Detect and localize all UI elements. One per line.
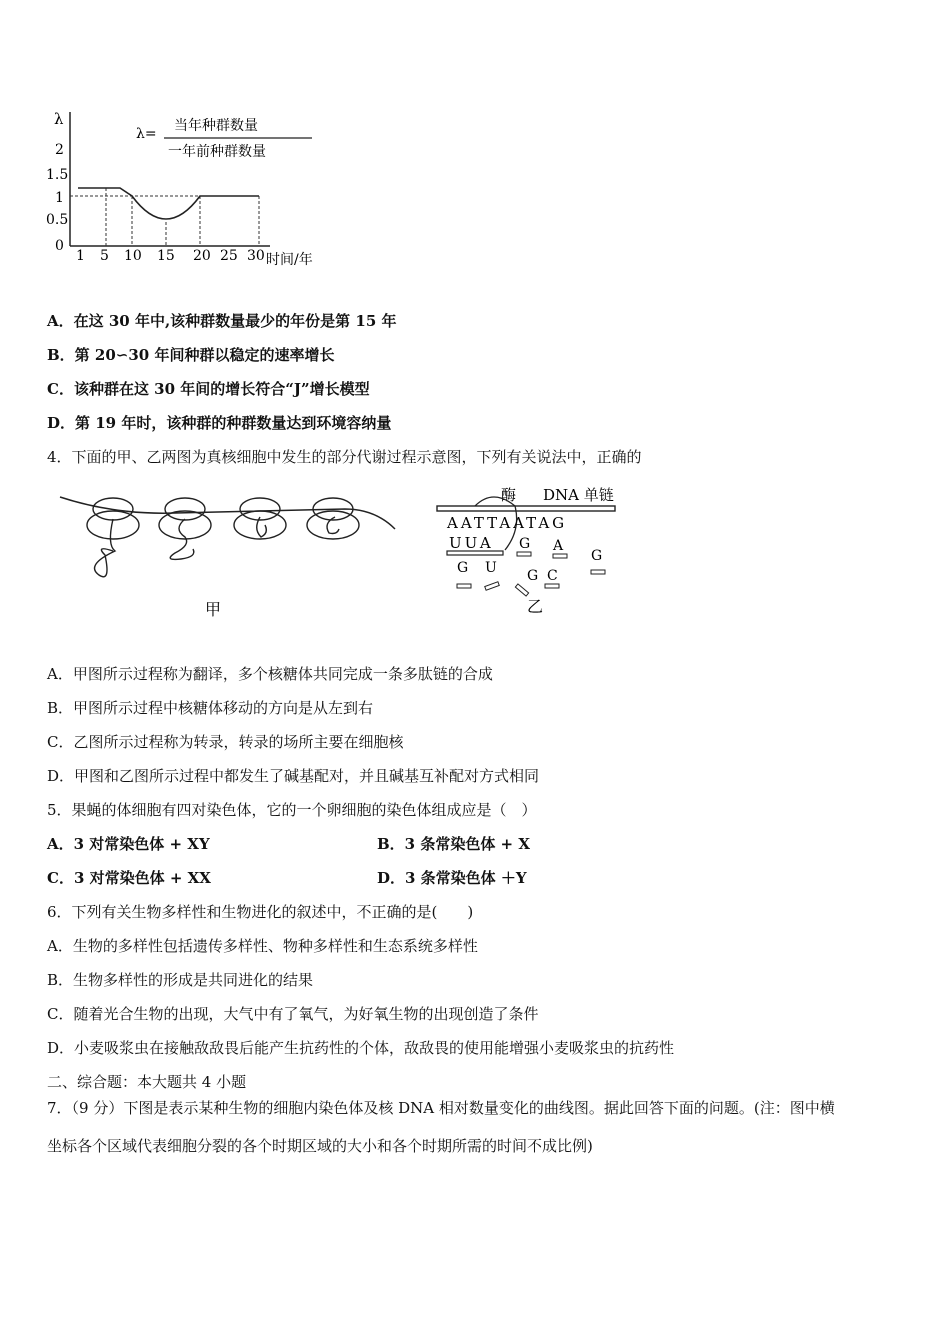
q3-option-c: C．该种群在这 30 年间的增长符合“J”增长模型 [47,380,370,398]
q6-stem: 6．下列有关生物多样性和生物进化的叙述中，不正确的是( ) [47,903,474,921]
q5-option-b: B．3 条常染色体 + X [377,835,530,853]
q7-line2: 坐标各个区域代表细胞分裂的各个时期区域的大小和各个时期所需的时间不成比例) [47,1137,593,1155]
rna-bases: UUA [449,534,494,552]
y-axis-label: λ [54,110,64,128]
figure-yi [435,480,635,625]
x-tick-label: 30 [247,248,265,264]
ribosome [159,498,211,559]
q4-option-a: A．甲图所示过程称为翻译，多个核糖体共同完成一条多肽链的合成 [47,665,493,683]
formula-prefix: λ= [136,126,157,142]
q5-stem: 5．果蝇的体细胞有四对染色体，它的一个卵细胞的染色体组成应是（ ） [47,801,537,819]
dna-strand-label: DNA 单链 [543,486,614,504]
free-nucleotide: G [457,560,469,576]
x-axis-label: 时间/年 [266,252,313,268]
nucleotide-stem [545,584,559,588]
q3-option-a: A．在这 30 年中,该种群数量最少的年份是第 15 年 [47,312,397,330]
y-tick-label: 0 [55,238,64,254]
free-nucleotide: A [553,538,564,554]
nucleotide-stem [485,582,500,591]
q5-option-a: A．3 对常染色体 + XY [47,835,210,853]
nucleotide-stem [457,584,471,588]
q6-option-d: D．小麦吸浆虫在接触敌敌畏后能产生抗药性的个体，敌敌畏的使用能增强小麦吸浆虫的抗药性 [47,1039,675,1057]
y-tick-label: 1 [55,190,64,206]
section-heading: 二、综合题：本大题共 4 小题 [47,1073,247,1091]
q4-option-c: C．乙图所示过程称为转录，转录的场所主要在细胞核 [47,733,404,751]
nucleotide-stem [517,552,531,556]
formula-denominator: 一年前种群数量 [168,144,266,160]
rna-strand [447,551,503,555]
q3-option-d: D．第 19 年时，该种群的种群数量达到环境容纳量 [47,414,392,432]
free-nucleotide: G [519,536,531,552]
figure-jia-label: 甲 [205,600,222,619]
enzyme-label: 酶 [501,486,517,504]
free-nucleotide: C [547,568,558,584]
lambda-curve [78,188,259,219]
q6-option-c: C．随着光合生物的出现，大气中有了氧气，为好氧生物的出现创造了条件 [47,1005,539,1023]
ribosome [234,498,286,539]
x-tick-label: 5 [100,248,109,264]
q4-option-d: D．甲图和乙图所示过程中都发生了碱基配对，并且碱基互补配对方式相同 [47,767,540,785]
y-tick-label: 0.5 [46,212,69,228]
q4-stem: 4．下面的甲、乙两图为真核细胞中发生的部分代谢过程示意图，下列有关说法中，正确的 [47,448,642,466]
dna-strand [437,506,615,511]
nucleotide-stem [553,554,567,558]
q7-line1: 7．（9 分）下图是表示某种生物的细胞内染色体及核 DNA 相对数量变化的曲线图。据此回答下面的问题。(注：图中横 [47,1099,835,1117]
ribosome [307,498,359,539]
x-tick-label: 10 [124,248,142,264]
x-tick-label: 20 [193,248,211,264]
y-tick-label: 2 [55,142,64,158]
q5-option-c: C．3 对常染色体 + XX [47,869,211,887]
x-tick-label: 15 [157,248,175,264]
free-nucleotide: U [485,560,497,576]
q4-option-b: B．甲图所示过程中核糖体移动的方向是从左到右 [47,699,374,717]
figure-jia [55,485,405,625]
q3-option-b: B．第 20∽30 年间种群以稳定的速率增长 [47,346,335,364]
dna-bases: AATTAATAG [447,514,568,532]
q6-option-b: B．生物多样性的形成是共同进化的结果 [47,971,314,989]
free-nucleotide: G [591,548,603,564]
q6-option-a: A．生物的多样性包括遗传多样性、物种多样性和生态系统多样性 [47,937,478,955]
formula-numerator: 当年种群数量 [174,118,258,134]
q5-option-d: D．3 条常染色体 ＋Y [377,869,527,887]
nucleotide-stem [515,584,528,596]
x-tick-label: 25 [220,248,238,264]
x-tick-label: 1 [76,248,85,264]
nucleotide-stem [591,570,605,574]
lambda-graph [40,100,340,275]
figure-yi-label: 乙 [527,597,544,616]
free-nucleotide: G [527,568,539,584]
y-tick-label: 1.5 [46,167,69,183]
